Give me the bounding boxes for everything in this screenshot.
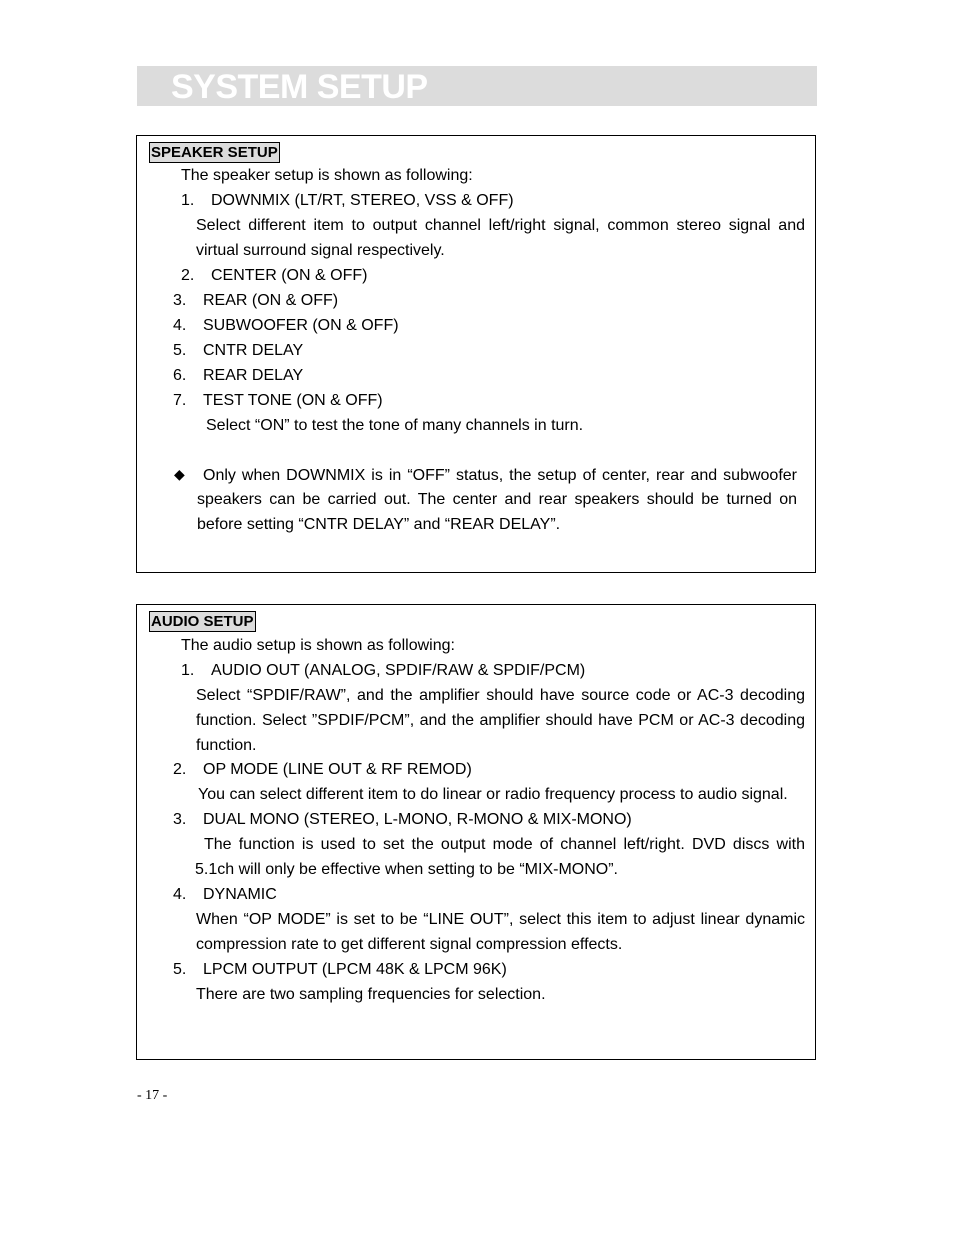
list-item-label: SUBWOOFER (ON & OFF) xyxy=(203,317,399,334)
list-item-number: 2. xyxy=(181,267,195,284)
list-item-number: 2. xyxy=(173,761,187,778)
test-tone-description: Select “ON” to test the tone of many channels in turn. xyxy=(206,417,584,434)
list-item-number: 5. xyxy=(173,342,187,359)
list-item-label: DYNAMIC xyxy=(203,886,277,903)
audio-setup-heading: AUDIO SETUP xyxy=(151,613,254,630)
list-item-label: AUDIO OUT (ANALOG, SPDIF/RAW & SPDIF/PCM) xyxy=(211,662,586,679)
speaker-setup-section xyxy=(136,135,816,573)
page-number: - 17 - xyxy=(137,1088,168,1103)
list-item-label: CENTER (ON & OFF) xyxy=(211,267,368,284)
list-item-label: OP MODE (LINE OUT & RF REMOD) xyxy=(203,761,472,778)
dynamic-description: When “OP MODE” is set to be “LINE OUT”, select this item to adjust linear dynamic xyxy=(196,911,805,928)
audio-out-description: Select “SPDIF/RAW”, and the amplifier should have source code or AC-3 decoding xyxy=(196,687,805,704)
speaker-setup-heading: SPEAKER SETUP xyxy=(151,144,278,161)
list-item-label: DUAL MONO (STEREO, L-MONO, R-MONO & MIX-MONO) xyxy=(203,811,632,828)
list-item-number: 7. xyxy=(173,392,187,409)
list-item-number: 5. xyxy=(173,961,187,978)
downmix-note-cont: speakers can be carried out. The center and rear speakers should be turned on xyxy=(197,491,797,508)
list-item-number: 3. xyxy=(173,811,187,828)
list-item-label: CNTR DELAY xyxy=(203,342,304,359)
lpcm-description: There are two sampling frequencies for selection. xyxy=(196,986,546,1003)
list-item-label: TEST TONE (ON & OFF) xyxy=(203,392,383,409)
audio-setup-section xyxy=(136,604,816,1060)
list-item-label: LPCM OUTPUT (LPCM 48K & LPCM 96K) xyxy=(203,961,507,978)
downmix-note: Only when DOWNMIX is in “OFF” status, the setup of center, rear and subwoofer xyxy=(203,467,797,484)
list-item-number: 4. xyxy=(173,886,187,903)
diamond-bullet-icon: ◆ xyxy=(174,466,185,482)
dual-mono-description-cont: 5.1ch will only be effective when setting to be “MIX-MONO”. xyxy=(195,861,618,878)
audio-out-description-end: function. xyxy=(196,737,257,754)
downmix-note-end: before setting “CNTR DELAY” and “REAR DELAY”. xyxy=(197,516,561,533)
list-item-number: 6. xyxy=(173,367,187,384)
op-mode-description: You can select different item to do linear or radio frequency process to audio signal. xyxy=(198,786,788,803)
downmix-description: Select different item to output channel left/right signal, common stereo signal and xyxy=(196,217,805,234)
page-title: SYSTEM SETUP xyxy=(171,68,428,106)
list-item-label: REAR DELAY xyxy=(203,367,304,384)
downmix-description-cont: virtual surround signal respectively. xyxy=(196,242,445,259)
list-item-number: 1. xyxy=(181,192,195,209)
audio-intro: The audio setup is shown as following: xyxy=(181,637,455,654)
list-item-label: REAR (ON & OFF) xyxy=(203,292,339,309)
dual-mono-description: The function is used to set the output mode of channel left/right. DVD discs with xyxy=(204,836,805,853)
list-item-number: 4. xyxy=(173,317,187,334)
speaker-intro: The speaker setup is shown as following: xyxy=(181,167,473,184)
list-item-number: 1. xyxy=(181,662,195,679)
dynamic-description-cont: compression rate to get different signal compression effects. xyxy=(196,936,623,953)
audio-out-description-cont: function. Select ”SPDIF/PCM”, and the amplifier should have PCM or AC-3 decoding xyxy=(196,712,805,729)
list-item-number: 3. xyxy=(173,292,187,309)
list-item-label: DOWNMIX (LT/RT, STEREO, VSS & OFF) xyxy=(211,192,514,209)
page-title-banner xyxy=(137,66,817,106)
